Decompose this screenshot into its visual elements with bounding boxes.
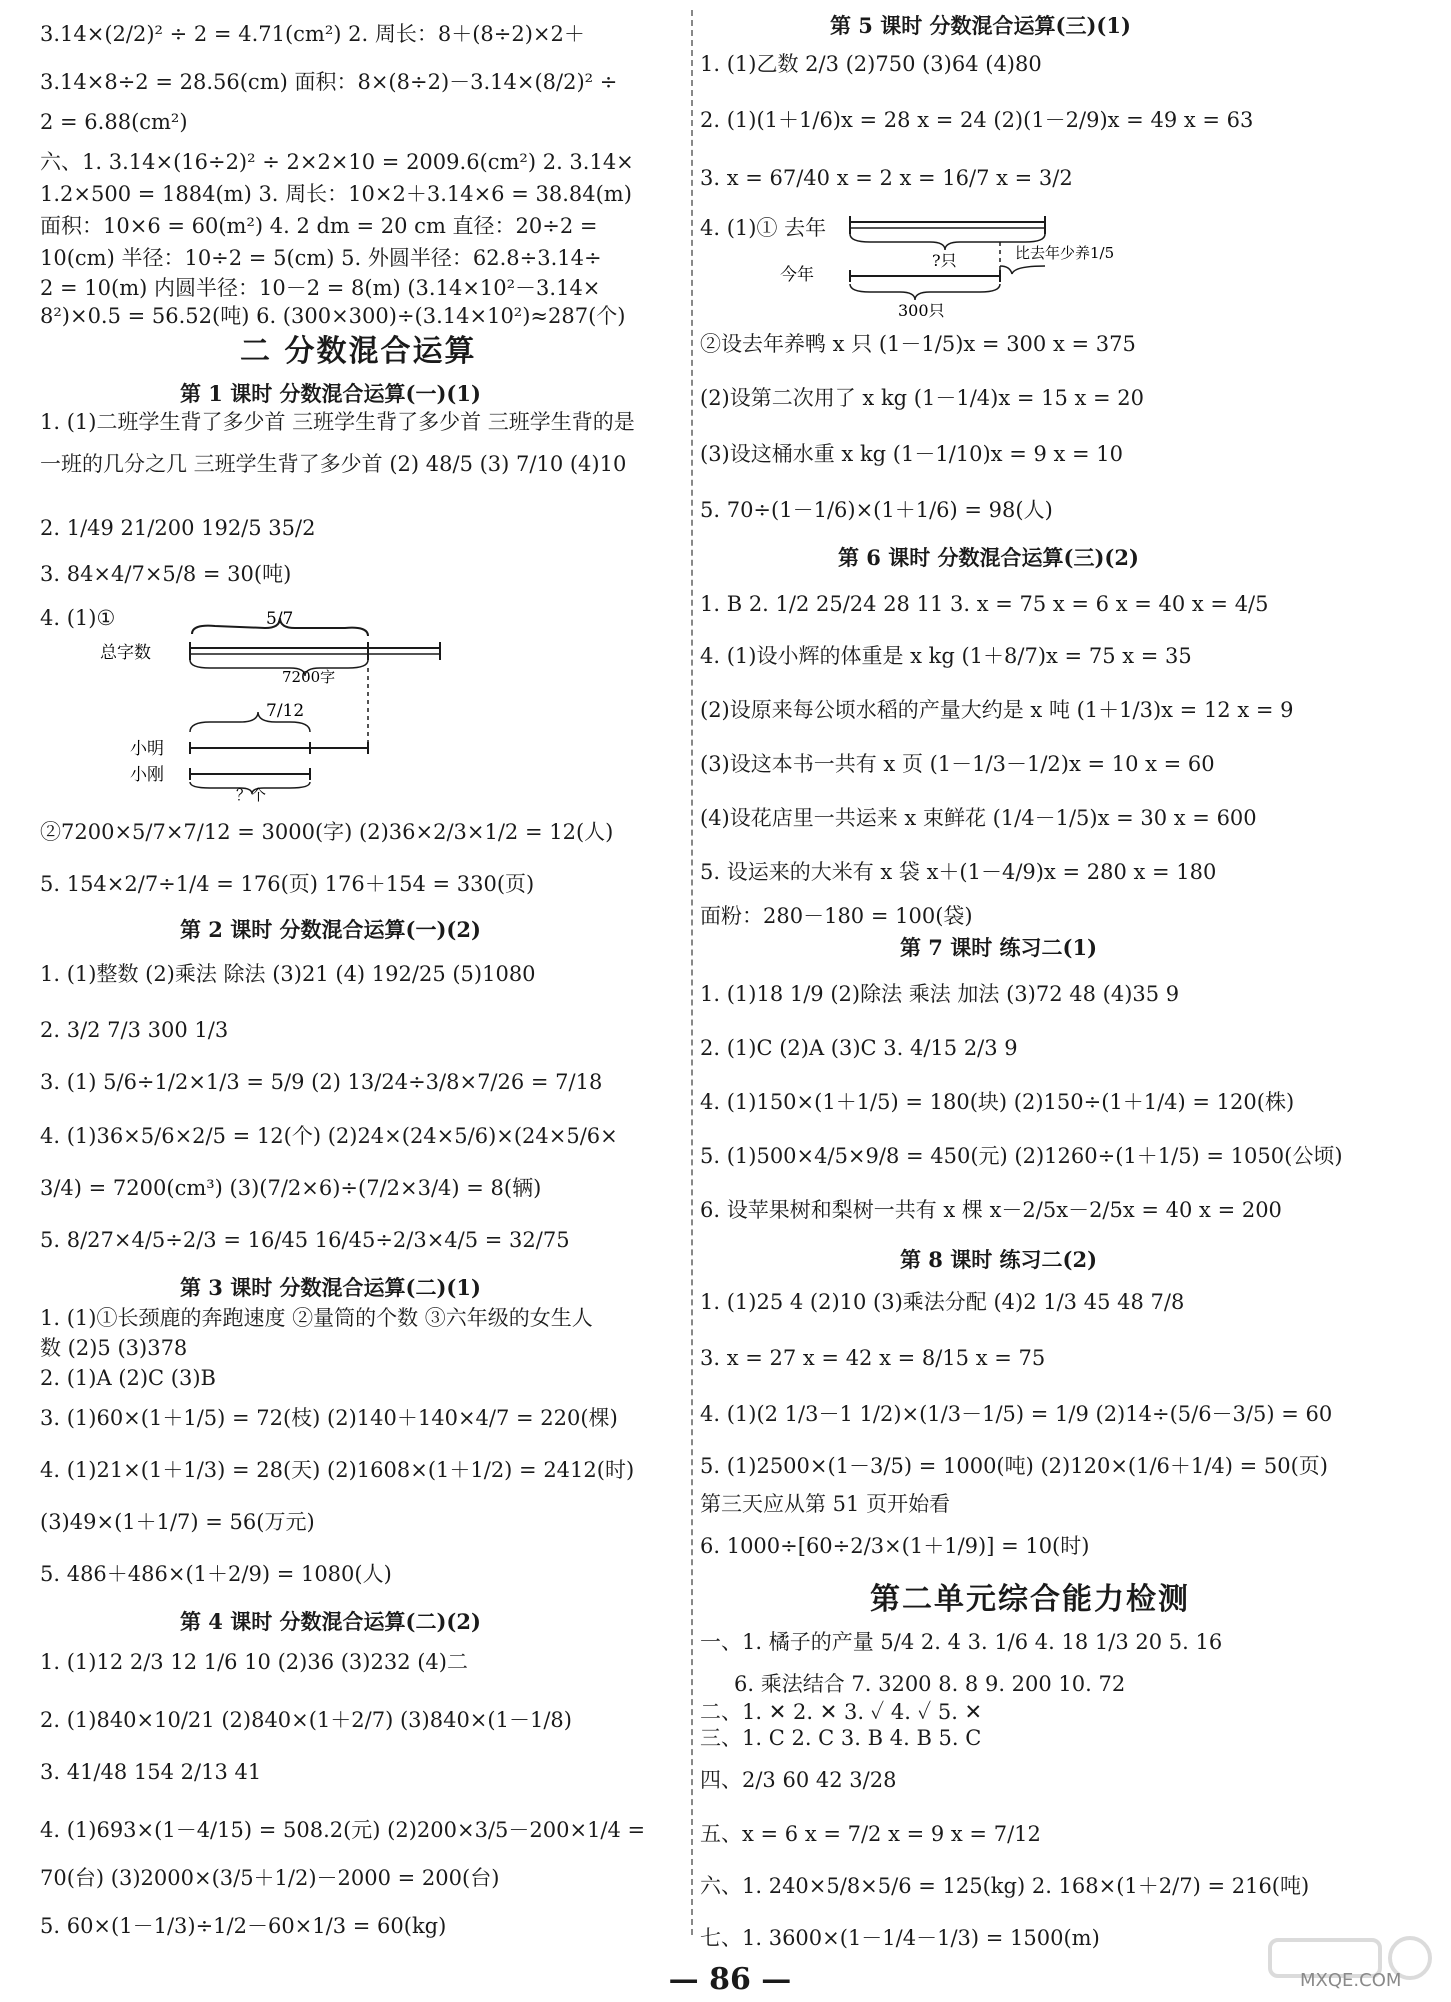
text-line: 5. 154×2/7÷1/4 = 176(页) 176＋154 = 330(页) [40, 872, 535, 896]
brace-less [1000, 266, 1045, 274]
text-line: 六、1. 3.14×(16÷2)² ÷ 2×2×10 = 2009.6(cm²) 2. 3.14× [40, 150, 634, 174]
lesson-title: 第 4 课时 分数混合运算(二)(2) [180, 1609, 481, 1634]
diagram-fraction-mid: 7/12 [266, 701, 305, 721]
text-line: 5. 486＋486×(1＋2/9) = 1080(人) [40, 1562, 392, 1586]
text-line: 1.2×500 = 1884(m) 3. 周长：10×2＋3.14×6 = 38.84(m) [40, 182, 632, 206]
lesson-title: 第 5 课时 分数混合运算(三)(1) [830, 13, 1131, 38]
text-line: 1. (1)二班学生背了多少首 三班学生背了多少首 三班学生背的是 [40, 410, 635, 434]
text-line: 4. (1)设小辉的体重是 x kg (1＋8/7)x = 75 x = 35 [700, 644, 1192, 668]
line-segment-diagram-ducks [760, 208, 1115, 320]
text-line: 2. (1)A (2)C (3)B [40, 1366, 216, 1390]
text-line: 3. (1)60×(1＋1/5) = 72(枝) (2)140＋140×4/7 = 220(棵) [40, 1406, 618, 1430]
lesson-title: 第 1 课时 分数混合运算(一)(1) [180, 381, 481, 406]
watermark-text: MXQE.COM [1300, 1970, 1402, 1991]
text-line: 3/4) = 7200(cm³) (3)(7/2×6)÷(7/2×3/4) = 8(辆) [40, 1176, 542, 1200]
diagram-label-xiaogang: 小刚 [130, 765, 164, 785]
line-segment-diagram-words [100, 604, 500, 804]
diagram-label-unknown: ？个 [236, 786, 267, 804]
brace-this-year [850, 284, 1000, 300]
text-line: 1. B 2. 1/2 25/24 28 11 3. x = 75 x = 6 x = 40 x = 4/5 [700, 592, 1269, 616]
text-line: 4. (1)36×5/6×2/5 = 12(个) (2)24×(24×5/6)×(24×5/6× [40, 1124, 618, 1148]
diagram-label-unknown: ?只 [932, 251, 957, 270]
text-line: 2. 3/2 7/3 300 1/3 [40, 1018, 229, 1042]
text-line: 四、2/3 60 42 3/28 [700, 1768, 897, 1792]
text-line: ②7200×5/7×7/12 = 3000(字) (2)36×2/3×1/2 = 12(人) [40, 820, 614, 844]
text-line: 六、1. 240×5/8×5/6 = 125(kg) 2. 168×(1＋2/7) = 216(吨) [700, 1874, 1310, 1898]
text-line: 1. (1)乙数 2/3 (2)750 (3)64 (4)80 [700, 52, 1042, 76]
diagram-label-7200: 7200字 [282, 668, 336, 686]
text-line: 五、x = 6 x = 7/2 x = 9 x = 7/12 [700, 1822, 1041, 1846]
text-line: 4. (1)21×(1＋1/3) = 28(天) (2)1608×(1＋1/2) = 2412(时) [40, 1458, 635, 1482]
text-line: (3)设这本书一共有 x 页 (1－1/3－1/2)x = 10 x = 60 [700, 752, 1215, 776]
text-line: 面粉：280－180 = 100(袋) [700, 904, 973, 928]
text-line: 8²)×0.5 = 56.52(吨) 6. (300×300)÷(3.14×10²)≈287(个) [40, 304, 626, 328]
text-line: 4. (1)150×(1＋1/5) = 180(块) (2)150÷(1＋1/4) = 120(株) [700, 1090, 1295, 1114]
text-line: 2. (1)C (2)A (3)C 3. 4/15 2/3 9 [700, 1036, 1018, 1060]
text-line: 一班的几分之几 三班学生背了多少首 (2) 48/5 (3) 7/10 (4)10 [40, 452, 627, 476]
text-line: 4. (1)(2 1/3－1 1/2)×(1/3－1/5) = 1/9 (2)14÷(5/6－3/5) = 60 [700, 1402, 1333, 1426]
text-line: 1. (1)18 1/9 (2)除法 乘法 加法 (3)72 48 (4)35 9 [700, 982, 1180, 1006]
text-line: 3. x = 27 x = 42 x = 8/15 x = 75 [700, 1346, 1046, 1370]
lesson-title: 第 6 课时 分数混合运算(三)(2) [838, 545, 1139, 570]
text-line: 1. (1)①长颈鹿的奔跑速度 ②量筒的个数 ③六年级的女生人 [40, 1306, 593, 1330]
text-line: 5. 8/27×4/5÷2/3 = 16/45 16/45÷2/3×4/5 = 32/75 [40, 1228, 570, 1252]
text-line: 2 = 10(m) 内圆半径：10－2 = 8(m) (3.14×10²－3.14× [40, 276, 601, 300]
lesson-title: 第 2 课时 分数混合运算(一)(2) [180, 917, 481, 942]
text-line: 1. (1)12 2/3 12 1/6 10 (2)36 (3)232 (4)二 [40, 1650, 468, 1674]
text-line: 2. (1)840×10/21 (2)840×(1＋2/7) (3)840×(1－1/8) [40, 1708, 572, 1732]
text-line: 5. 60×(1－1/3)÷1/2－60×1/3 = 60(kg) [40, 1914, 447, 1938]
page-number: — 86 — [668, 1962, 792, 1997]
text-line: 3. x = 67/40 x = 2 x = 16/7 x = 3/2 [700, 166, 1073, 190]
text-line: 5. (1)2500×(1－3/5) = 1000(吨) (2)120×(1/6＋1/4) = 50(页) [700, 1454, 1328, 1478]
lesson-title: 第 8 课时 练习二(2) [900, 1247, 1098, 1272]
diagram-label-xiaoming: 小明 [130, 739, 164, 759]
text-line: 3. (1) 5/6÷1/2×1/3 = 5/9 (2) 13/24÷3/8×7/26 = 7/18 [40, 1070, 603, 1094]
text-line: 2 = 6.88(cm²) [40, 110, 188, 134]
text-line: 5. 70÷(1－1/6)×(1＋1/6) = 98(人) [700, 498, 1053, 522]
text-line: 3. 41/48 154 2/13 41 [40, 1760, 262, 1784]
text-line: 3.14×8÷2 = 28.56(cm) 面积：8×(8÷2)－3.14×(8/2)² ÷ [40, 70, 618, 94]
text-line: (2)设第二次用了 x kg (1－1/4)x = 15 x = 20 [700, 386, 1145, 410]
text-line: (2)设原来每公顷水稻的产量大约是 x 吨 (1＋1/3)x = 12 x = 9 [700, 698, 1294, 722]
text-line: 10(cm) 半径：10÷2 = 5(cm) 5. 外圆半径：62.8÷3.14÷ [40, 246, 602, 270]
text-line: 5. (1)500×4/5×9/8 = 450(元) (2)1260÷(1＋1/5) = 1050(公顷) [700, 1144, 1343, 1168]
lesson-title: 第 7 课时 练习二(1) [900, 935, 1098, 960]
text-line: 1. (1)整数 (2)乘法 除法 (3)21 (4) 192/25 (5)1080 [40, 962, 536, 986]
text-line: 4. (1)① 去年 [700, 216, 827, 240]
diagram-label-total: 总字数 [100, 643, 151, 663]
text-line: 1. (1)25 4 (2)10 (3)乘法分配 (4)2 1/3 45 48 7/8 [700, 1290, 1185, 1314]
diagram-label-less: 比去年少养1/5 [1015, 244, 1115, 262]
lesson-title: 第 3 课时 分数混合运算(二)(1) [180, 1275, 481, 1300]
diagram-label-this-year: 今年 [780, 265, 814, 285]
text-line: ②设去年养鸭 x 只 (1－1/5)x = 300 x = 375 [700, 332, 1136, 356]
text-line: 一、1. 橘子的产量 5/4 2. 4 3. 1/6 4. 18 1/3 20 5. 16 [700, 1630, 1223, 1654]
text-line: 3. 84×4/7×5/8 = 30(吨) [40, 562, 292, 586]
diagram-label-300: 300只 [898, 301, 945, 320]
text-line: 三、1. C 2. C 3. B 4. B 5. C [700, 1726, 982, 1750]
brace-bottom [190, 660, 368, 676]
text-line: 七、1. 3600×(1－1/4－1/3) = 1500(m) [700, 1926, 1100, 1950]
diagram-fraction-top: 5/7 [266, 609, 294, 629]
text-line: 4. (1)① [40, 606, 116, 630]
text-line: 6. 乘法结合 7. 3200 8. 8 9. 200 10. 72 [734, 1672, 1126, 1696]
text-line: 数 (2)5 (3)378 [40, 1336, 188, 1360]
text-line: 第三天应从第 51 页开始看 [700, 1492, 951, 1516]
text-line: 4. (1)693×(1－4/15) = 508.2(元) (2)200×3/5－200×1/4 = [40, 1818, 646, 1842]
unit-title: 二 分数混合运算 [240, 334, 477, 369]
text-line: 二、1. ✕ 2. ✕ 3. ✓ 4. ✓ 5. ✕ [700, 1700, 983, 1724]
text-line: 5. 设运来的大米有 x 袋 x＋(1－4/9)x = 280 x = 180 [700, 860, 1217, 884]
text-line: (4)设花店里一共运来 x 束鲜花 (1/4－1/5)x = 30 x = 600 [700, 806, 1257, 830]
text-line: 6. 1000÷[60÷2/3×(1＋1/9)] = 10(时) [700, 1534, 1090, 1558]
text-line: 2. (1)(1＋1/6)x = 28 x = 24 (2)(1－2/9)x = 49 x = 63 [700, 108, 1254, 132]
text-line: 6. 设苹果树和梨树一共有 x 棵 x－2/5x－2/5x = 40 x = 200 [700, 1198, 1282, 1222]
text-line: 面积：10×6 = 60(m²) 4. 2 dm = 20 cm 直径：20÷2 = [40, 214, 598, 238]
text-line: 2. 1/49 21/200 192/5 35/2 [40, 516, 316, 540]
text-line: 70(台) (3)2000×(3/5＋1/2)－2000 = 200(台) [40, 1866, 500, 1890]
text-line: 3.14×(2/2)² ÷ 2 = 4.71(cm²) 2. 周长：8＋(8÷2)×2＋ [40, 22, 585, 46]
text-line: (3)设这桶水重 x kg (1－1/10)x = 9 x = 10 [700, 442, 1124, 466]
text-line: (3)49×(1＋1/7) = 56(万元) [40, 1510, 315, 1534]
column-divider [691, 10, 694, 1935]
unit-test-title: 第二单元综合能力检测 [870, 1582, 1190, 1617]
